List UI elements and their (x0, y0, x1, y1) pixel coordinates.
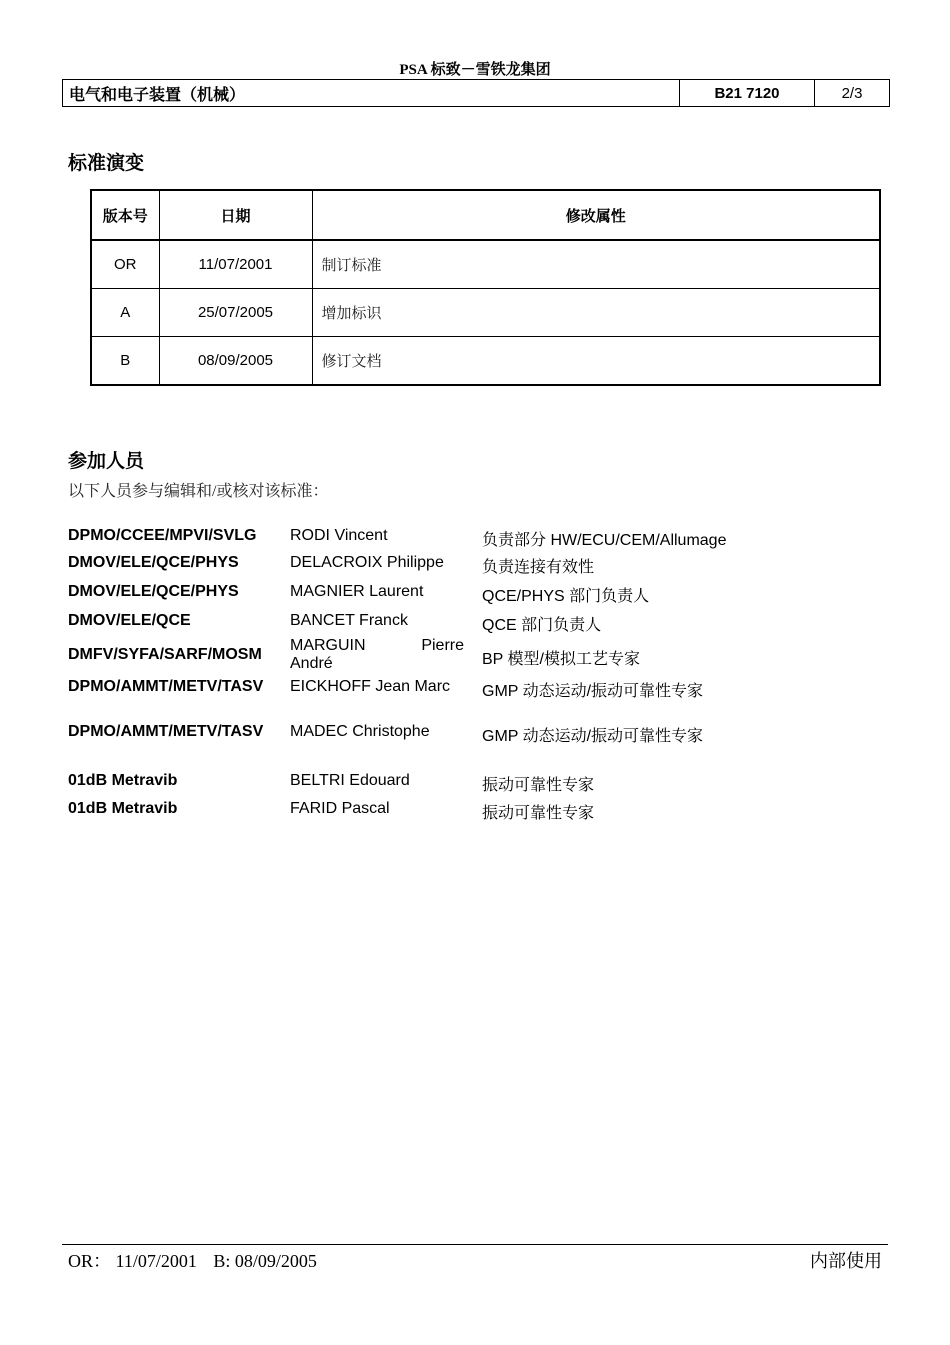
document-title: 电气和电子装置（机械） (63, 80, 680, 107)
footer-classification: 内部使用 (810, 1251, 882, 1271)
footer-divider (62, 1244, 888, 1245)
participant-role: QCE 部门负责人 (482, 617, 602, 634)
revision-description: 制订标准 (312, 240, 880, 289)
participant-row (68, 800, 768, 820)
participant-department: 01dB Metravib (68, 772, 178, 789)
participant-name-part: André (290, 655, 333, 672)
participant-role: 负责部分 HW/ECU/CEM/Allumage (482, 532, 727, 549)
participant-name: MAGNIER Laurent (290, 583, 424, 600)
participant-row (68, 678, 768, 698)
participant-department: DMOV/ELE/QCE (68, 612, 191, 629)
revision-description: 修订文档 (312, 337, 880, 386)
revisions-title: 标准演变 (68, 153, 145, 174)
revision-date: 11/07/2001 (159, 240, 312, 289)
revision-version: OR (91, 240, 159, 289)
footer-b-date: B: 08/09/2005 (213, 1251, 317, 1271)
column-header-version: 版本号 (91, 190, 159, 240)
participant-name: DELACROIX Philippe (290, 554, 444, 571)
participant-department: DPMO/CCEE/MPVI/SVLG (68, 527, 257, 544)
page-number: 2/3 (815, 80, 890, 107)
participant-role: GMP 动态运动/振动可靠性专家 (482, 728, 704, 745)
table-row (91, 240, 880, 289)
participant-name-part: MARGUIN (290, 637, 366, 654)
participant-role: QCE/PHYS 部门负责人 (482, 588, 650, 605)
column-header-date: 日期 (159, 190, 312, 240)
participant-role: BP 模型/模拟工艺专家 (482, 651, 640, 668)
revision-table (90, 189, 881, 386)
revision-table-header (91, 190, 880, 240)
participant-department: 01dB Metravib (68, 800, 178, 817)
participant-row (68, 554, 768, 574)
participant-row (68, 637, 768, 672)
participant-department: DPMO/AMMT/METV/TASV (68, 723, 264, 740)
participant-row (68, 723, 768, 743)
revision-description: 增加标识 (312, 289, 880, 337)
column-header-description: 修改属性 (312, 190, 880, 240)
participant-name: BELTRI Edouard (290, 772, 410, 789)
company-name: PSA 标致－雪铁龙集团 (399, 62, 551, 78)
participant-name: FARID Pascal (290, 800, 390, 817)
participant-name: MADEC Christophe (290, 723, 430, 740)
participant-row (68, 527, 768, 547)
participant-row (68, 583, 768, 603)
footer-dates (68, 1247, 329, 1273)
participant-department: DMOV/ELE/QCE/PHYS (68, 554, 239, 571)
participant-row (68, 772, 768, 792)
participant-row (68, 612, 768, 632)
participant-role: 振动可靠性专家 (482, 777, 595, 794)
revision-version: A (91, 289, 159, 337)
participant-name: RODI Vincent (290, 527, 388, 544)
table-row (91, 289, 880, 337)
participant-name: BANCET Franck (290, 612, 408, 629)
participant-name: EICKHOFF Jean Marc (290, 678, 451, 695)
participant-role: 振动可靠性专家 (482, 805, 595, 822)
participant-name-part: Pierre (421, 637, 464, 654)
participant-name (290, 637, 464, 673)
footer-or-date: OR： 11/07/2001 (68, 1251, 197, 1271)
table-row (91, 337, 880, 386)
document-header-table (62, 79, 890, 107)
document-reference: B21 7120 (680, 80, 815, 107)
participant-role: 负责连接有效性 (482, 559, 595, 576)
participant-department: DPMO/AMMT/METV/TASV (68, 678, 264, 695)
revision-date: 25/07/2005 (159, 289, 312, 337)
participants-title: 参加人员 (68, 451, 145, 472)
participant-role: GMP 动态运动/振动可靠性专家 (482, 683, 704, 700)
participant-department: DMOV/ELE/QCE/PHYS (68, 583, 239, 600)
participant-department: DMFV/SYFA/SARF/MOSM (68, 646, 262, 663)
revision-date: 08/09/2005 (159, 337, 312, 386)
participants-intro: 以下人员参与编辑和/或核对该标准： (68, 483, 329, 500)
revision-version: B (91, 337, 159, 386)
